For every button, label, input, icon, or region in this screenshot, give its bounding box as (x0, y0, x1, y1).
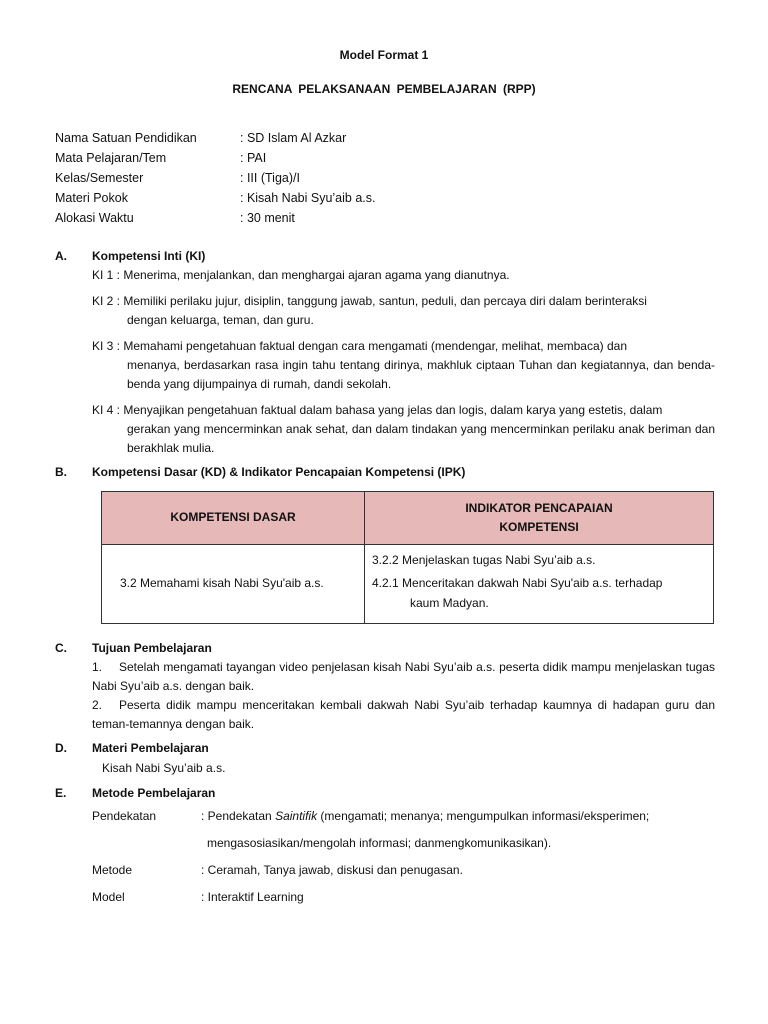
ki-item (92, 292, 715, 330)
identity-row (55, 128, 715, 148)
section-letter: B. (55, 465, 67, 479)
materi-text: Kisah Nabi Syu’aib a.s. (102, 761, 226, 775)
method-value-cont: mengasosiasikan/mengolah informasi; danmengkomunikasikan). (207, 836, 552, 850)
ki-label: KI 3 : (92, 339, 121, 353)
ki-text: Menerima, menjalankan, dan menghargai ajaran agama yang dianutnya. (123, 268, 510, 282)
method-row (92, 803, 715, 830)
identity-value: : 30 menit (240, 211, 295, 225)
identity-label: Mata Pelajaran/Tem (55, 151, 167, 165)
ki-label: KI 1 : (92, 268, 121, 282)
list-number: 1. (92, 660, 103, 674)
table-header-row (102, 492, 714, 545)
ki-text: Menyajikan pengetahuan faktual dalam bahasa yang jelas dan logis, dalam karya yang estetis, dalam (123, 403, 663, 417)
ipk-item: 4.2.1 Menceritakan dakwah Nabi Syu'aib a.s. terhadap (372, 576, 663, 591)
section-heading (55, 246, 715, 266)
table-header-ipk (365, 492, 714, 545)
identity-row (55, 188, 715, 208)
identity-block (55, 128, 715, 228)
ipk-item: 3.2.2 Menjelaskan tugas Nabi Syu’aib a.s. (372, 553, 596, 568)
ipk-item-cont: kaum Madyan. (410, 595, 489, 610)
header-line: KOMPETENSI (499, 520, 579, 534)
section-b (55, 462, 715, 482)
identity-label: Kelas/Semester (55, 171, 144, 185)
format-label: Model Format 1 (339, 48, 429, 62)
table-header-kd: KOMPETENSI DASAR (102, 492, 365, 545)
identity-row (55, 168, 715, 188)
method-label: Metode (92, 863, 133, 877)
section-title: Metode Pembelajaran (92, 786, 216, 800)
ki-item (92, 266, 715, 285)
list-text: Peserta didik mampu menceritakan kembali dakwah Nabi Syu’aib terhadap kaumnya di hadapan guru dan teman-temannya dengan baik. (92, 698, 715, 731)
section-title: Materi Pembelajaran (92, 741, 209, 755)
method-label: Pendekatan (92, 809, 157, 823)
section-heading (55, 462, 715, 482)
document-title: RENCANA PELAKSANAAN PEMBELAJARAN (RPP) (232, 82, 536, 96)
method-value: : Ceramah, Tanya jawab, diskusi dan penugasan. (201, 863, 463, 877)
section-letter: A. (55, 249, 67, 263)
method-row (92, 830, 715, 857)
ki-label: KI 2 : (92, 294, 121, 308)
list-item (92, 658, 715, 696)
objectives-list (92, 658, 715, 734)
method-row (92, 884, 715, 911)
ki-text: Memiliki perilaku jujur, disiplin, tanggung jawab, santun, peduli, dan percaya diri dalam berinteraksi (123, 294, 647, 308)
section-title: Tujuan Pembelajaran (92, 641, 212, 655)
section-title: Kompetensi Inti (KI) (92, 249, 206, 263)
list-item (92, 696, 715, 734)
section-c (55, 638, 715, 734)
kd-ipk-table (101, 491, 714, 624)
identity-row (55, 208, 715, 228)
section-heading (55, 783, 715, 803)
ki-text-cont: dengan keluarga, teman, dan guru. (127, 313, 314, 327)
section-letter: E. (55, 786, 67, 800)
header-line: INDIKATOR PENCAPAIAN (465, 500, 613, 515)
ki-text-cont: gerakan yang mencerminkan anak sehat, dan dalam tindakan yang mencerminkan perilaku anak beriman dan berakhlak mulia. (127, 422, 715, 455)
section-letter: C. (55, 641, 67, 655)
list-text: Setelah mengamati tayangan video penjelasan kisah Nabi Syu’aib a.s. peserta didik mampu menjelaskan tugas Nabi Syu’aib a.s. dengan baik. (92, 660, 715, 693)
method-rest: (mengamati; menanya; mengumpulkan informasi/eksperimen; (317, 809, 650, 823)
ki-text: Memahami pengetahuan faktual dengan cara mengamati (mendengar, melihat, membaca) dan (123, 339, 627, 353)
ki-item (92, 337, 715, 394)
method-value: : Interaktif Learning (201, 890, 304, 904)
table-row (102, 545, 714, 624)
method-italic: Saintifik (275, 809, 318, 823)
method-block (92, 803, 715, 911)
section-heading (55, 638, 715, 658)
method-label: Model (92, 890, 125, 904)
ipk-cell (365, 545, 714, 624)
identity-label: Alokasi Waktu (55, 211, 134, 225)
section-letter: D. (55, 741, 67, 755)
method-row (92, 857, 715, 884)
identity-value: : Kisah Nabi Syu’aib a.s. (240, 191, 376, 205)
identity-value: : SD Islam Al Azkar (240, 131, 347, 145)
identity-value: : III (Tiga)/I (240, 171, 300, 185)
section-e (55, 783, 715, 911)
kd-cell: 3.2 Memahami kisah Nabi Syu'aib a.s. (102, 545, 365, 624)
identity-label: Nama Satuan Pendidikan (55, 131, 197, 145)
ki-item (92, 401, 715, 458)
identity-value: : PAI (240, 151, 267, 165)
identity-row (55, 148, 715, 168)
identity-label: Materi Pokok (55, 191, 128, 205)
section-d (55, 738, 715, 778)
section-a (55, 246, 715, 465)
ki-label: KI 4 : (92, 403, 121, 417)
method-prefix: : Pendekatan (201, 809, 276, 823)
ki-text-cont: menanya, berdasarkan rasa ingin tahu tentang dirinya, makhluk ciptaan Tuhan dan kegiatannya, dan benda-benda yang dijumpainya di rumah, dandi sekolah. (127, 358, 715, 391)
section-heading (55, 738, 715, 758)
section-title: Kompetensi Dasar (KD) & Indikator Pencapaian Kompetensi (IPK) (92, 465, 466, 479)
list-number: 2. (92, 698, 103, 712)
method-value (201, 803, 715, 830)
